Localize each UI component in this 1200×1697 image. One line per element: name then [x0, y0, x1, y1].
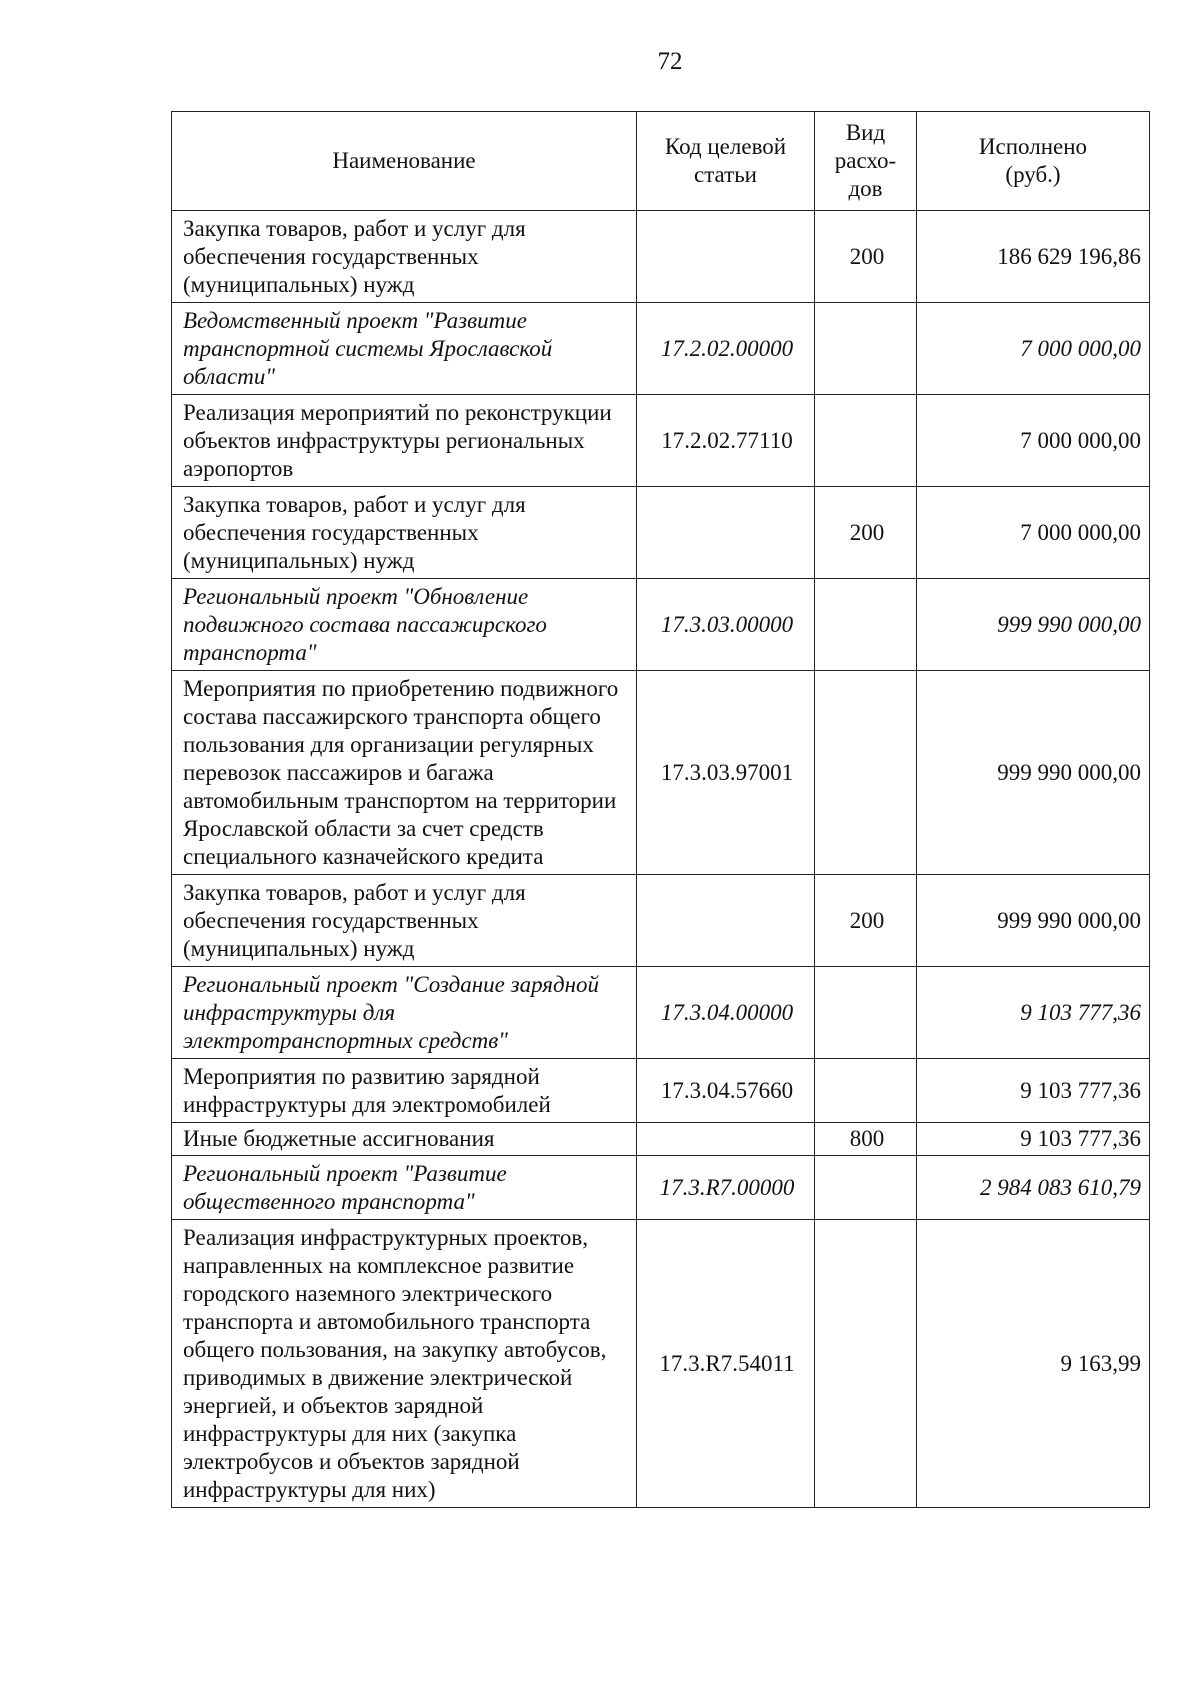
row-amount-cell: 999 990 000,00 — [917, 875, 1150, 967]
row-type-cell: 200 — [815, 487, 917, 579]
header-name-label: Наименование — [332, 148, 476, 173]
row-code-cell — [637, 211, 815, 303]
header-code-line2: статьи — [693, 162, 757, 187]
row-amount-cell: 999 990 000,00 — [917, 579, 1150, 671]
header-code — [637, 112, 815, 211]
table-row — [172, 303, 1150, 395]
table-row — [172, 967, 1150, 1059]
header-code-line1: Код целевой — [664, 134, 787, 159]
row-amount-cell: 9 103 777,36 — [917, 967, 1150, 1059]
table-row — [172, 1059, 1150, 1123]
row-code-cell — [637, 487, 815, 579]
row-code-cell — [637, 1123, 815, 1156]
row-amount-cell: 999 990 000,00 — [917, 671, 1150, 875]
table-row — [172, 1156, 1150, 1220]
header-type-line1: Вид — [845, 120, 886, 145]
header-type-line2: расхо- — [834, 148, 897, 173]
row-type-cell: 800 — [815, 1123, 917, 1156]
expenditure-table — [171, 111, 1150, 1508]
table-row — [172, 1220, 1150, 1508]
row-amount-cell: 2 984 083 610,79 — [917, 1156, 1150, 1220]
page-number: 72 — [657, 48, 683, 75]
row-name-cell: Региональный проект "Развитие общественного транспорта" — [172, 1156, 637, 1220]
row-amount-cell: 7 000 000,00 — [917, 303, 1150, 395]
row-code-cell: 17.3.03.00000 — [637, 579, 815, 671]
table-row — [172, 671, 1150, 875]
table-row — [172, 579, 1150, 671]
header-amount-line2: (руб.) — [1005, 162, 1061, 187]
row-code-cell: 17.3.04.00000 — [637, 967, 815, 1059]
row-code-cell: 17.3.R7.54011 — [637, 1220, 815, 1508]
row-name-cell: Мероприятия по развитию зарядной инфраструктуры для электромобилей — [172, 1059, 637, 1123]
row-name-cell: Закупка товаров, работ и услуг для обеспечения государственных (муниципальных) нужд — [172, 211, 637, 303]
row-name-cell: Реализация мероприятий по реконструкции объектов инфраструктуры региональных аэропортов — [172, 395, 637, 487]
row-name-cell: Иные бюджетные ассигнования — [172, 1123, 637, 1156]
row-type-cell — [815, 1156, 917, 1220]
row-type-cell — [815, 967, 917, 1059]
row-type-cell — [815, 395, 917, 487]
header-name — [172, 112, 637, 211]
row-code-cell: 17.3.R7.00000 — [637, 1156, 815, 1220]
row-amount-cell: 186 629 196,86 — [917, 211, 1150, 303]
row-code-cell — [637, 875, 815, 967]
row-code-cell: 17.3.04.57660 — [637, 1059, 815, 1123]
row-name-cell: Ведомственный проект "Развитие транспортной системы Ярославской области" — [172, 303, 637, 395]
row-name-cell: Региональный проект "Создание зарядной инфраструктуры для электротранспортных средств" — [172, 967, 637, 1059]
row-code-cell: 17.2.02.77110 — [637, 395, 815, 487]
row-type-cell — [815, 1059, 917, 1123]
row-type-cell — [815, 671, 917, 875]
row-type-cell — [815, 579, 917, 671]
header-amount-line1: Исполнено — [978, 134, 1088, 159]
row-type-cell: 200 — [815, 211, 917, 303]
table-row — [172, 487, 1150, 579]
row-amount-cell: 9 103 777,36 — [917, 1059, 1150, 1123]
row-name-cell: Реализация инфраструктурных проектов, направленных на комплексное развитие городского наземного электрического транспорта и автомобильного транспорта общего пользования, на закупку автобусов, приводимых в движение электрической энергией, и объектов зарядной инфраструктуры для них (закупка электробусов и объектов зарядной инфраструктуры для них) — [172, 1220, 637, 1508]
row-amount-cell: 9 163,99 — [917, 1220, 1150, 1508]
row-type-cell — [815, 1220, 917, 1508]
header-type-line3: дов — [848, 176, 883, 201]
row-code-cell: 17.3.03.97001 — [637, 671, 815, 875]
row-name-cell: Закупка товаров, работ и услуг для обеспечения государственных (муниципальных) нужд — [172, 875, 637, 967]
row-amount-cell: 9 103 777,36 — [917, 1123, 1150, 1156]
row-name-cell: Мероприятия по приобретению подвижного состава пассажирского транспорта общего пользования для организации регулярных перевозок пассажиров и багажа автомобильным транспортом на территории Ярославской области за счет средств специального казначейского кредита — [172, 671, 637, 875]
table-row — [172, 395, 1150, 487]
row-name-cell: Закупка товаров, работ и услуг для обеспечения государственных (муниципальных) нужд — [172, 487, 637, 579]
header-amount — [917, 112, 1150, 211]
table-header-row — [172, 112, 1150, 211]
table-row — [172, 211, 1150, 303]
row-code-cell: 17.2.02.00000 — [637, 303, 815, 395]
table-row — [172, 1123, 1150, 1156]
row-type-cell — [815, 303, 917, 395]
row-amount-cell: 7 000 000,00 — [917, 395, 1150, 487]
table-row — [172, 875, 1150, 967]
row-type-cell: 200 — [815, 875, 917, 967]
header-type — [815, 112, 917, 211]
row-amount-cell: 7 000 000,00 — [917, 487, 1150, 579]
row-name-cell: Региональный проект "Обновление подвижного состава пассажирского транспорта" — [172, 579, 637, 671]
